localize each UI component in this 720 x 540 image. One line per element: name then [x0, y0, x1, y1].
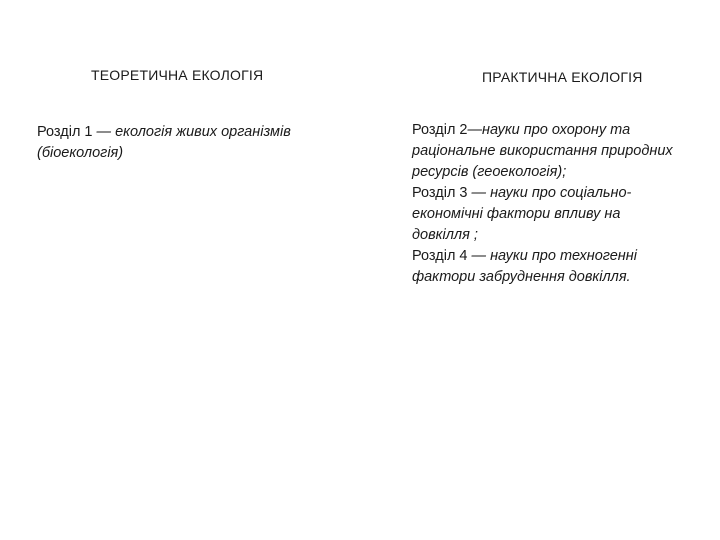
- section-2-text: —науки про охорону та раціональне використання природних ресурсів (геоекологія);: [412, 122, 673, 180]
- section-4-label: Розділ 4: [412, 248, 468, 264]
- right-column-body: [412, 120, 682, 288]
- section-3-text: — науки про соціально-економічні фактори впливу на довкілля ;: [412, 185, 632, 243]
- section-2-label: Розділ 2: [412, 122, 468, 138]
- right-column-heading: ПРАКТИЧНА ЕКОЛОГІЯ: [482, 69, 643, 85]
- section-1-paragraph: [37, 122, 347, 164]
- section-3-label: Розділ 3: [412, 185, 468, 201]
- section-4-paragraph: [412, 246, 682, 288]
- section-1-label: Розділ 1: [37, 124, 93, 140]
- section-2-paragraph: [412, 120, 682, 183]
- section-1-text: — екологія живих організмів (біоекологія): [37, 124, 291, 161]
- left-column-body: [37, 122, 347, 164]
- section-4-text: — науки про техногенні фактори забруднення довкілля.: [412, 248, 637, 285]
- left-column-heading: ТЕОРЕТИЧНА ЕКОЛОГІЯ: [91, 67, 264, 83]
- section-3-paragraph: [412, 183, 682, 246]
